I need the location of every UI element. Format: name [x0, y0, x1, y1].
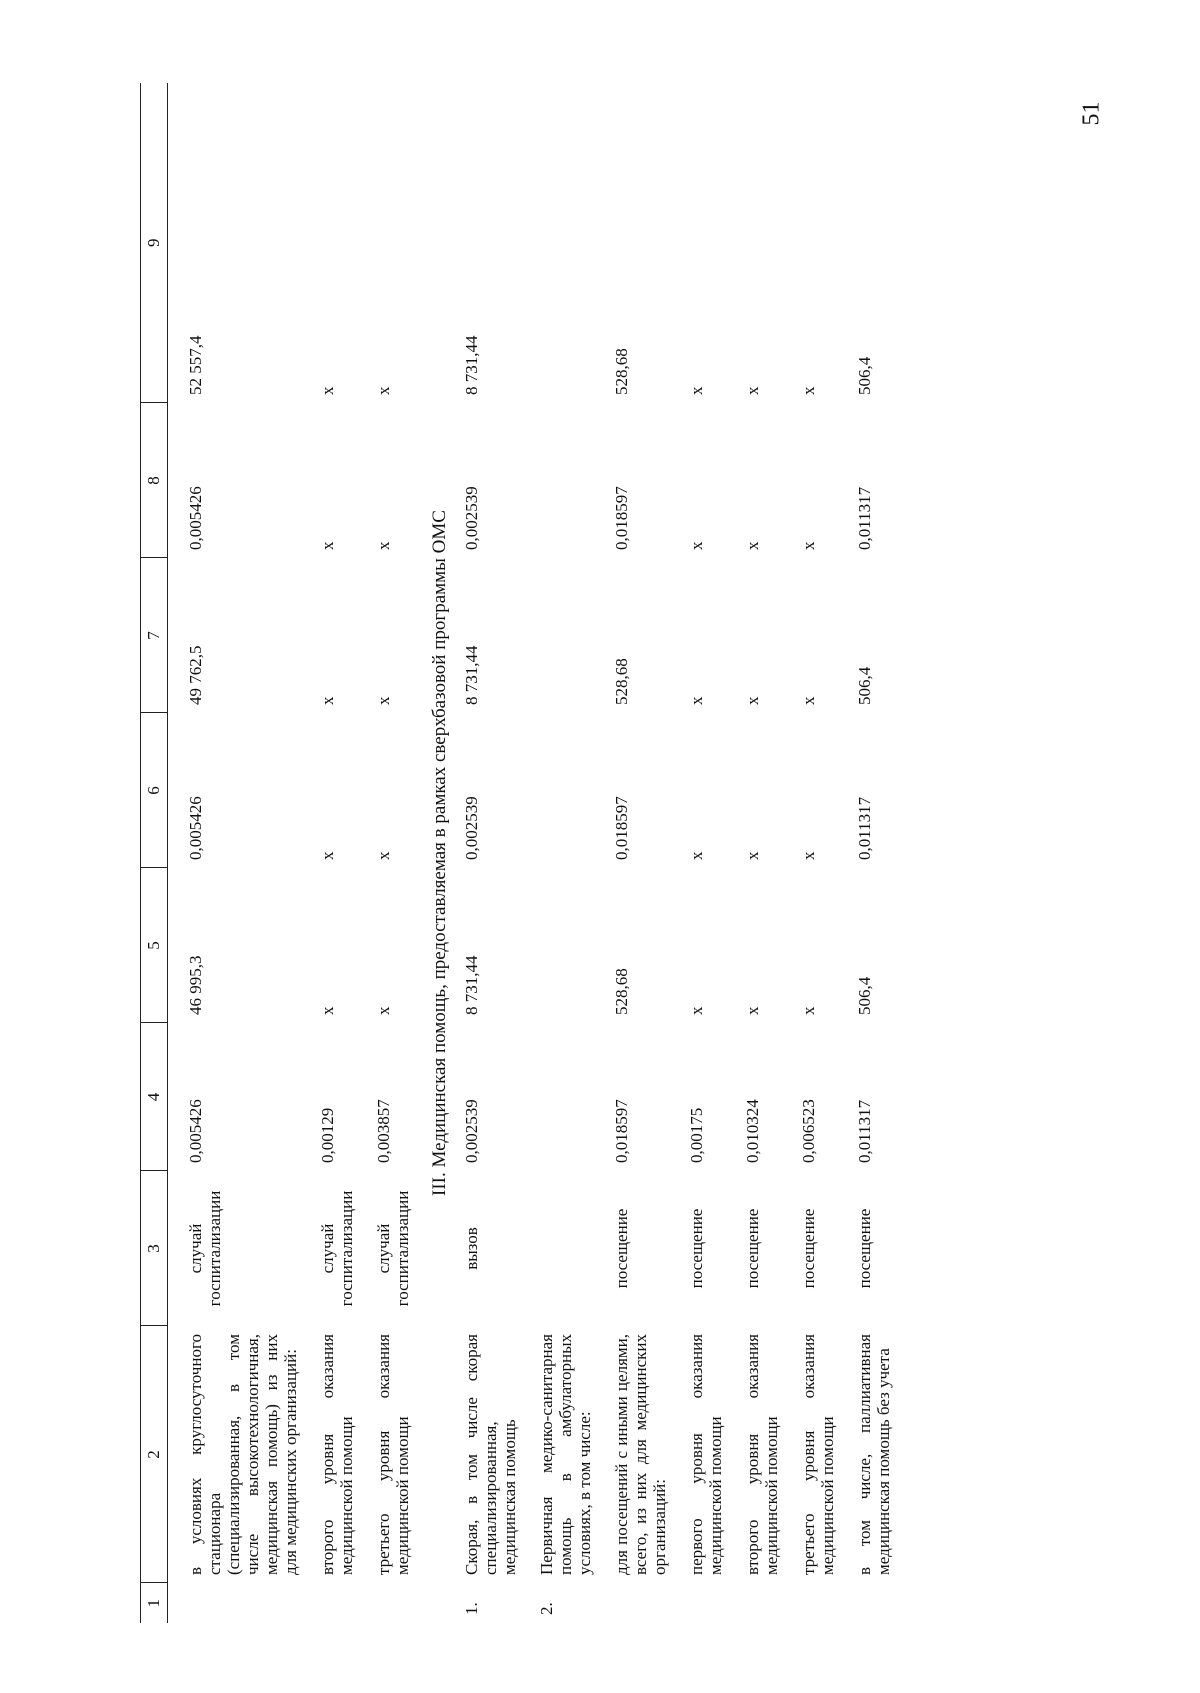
table-cell: 8 731,44 [461, 645, 481, 705]
table-cell: х [742, 1006, 762, 1015]
row-description: Первичная медико-санитарная помощь в амбулаторных условиях, в том числе: [536, 1334, 594, 1575]
table-cell: 0,005426 [186, 486, 205, 550]
table-cell: х [798, 851, 818, 860]
column-number: 7 [141, 558, 168, 713]
table-cell: 0,002539 [461, 796, 481, 860]
table-row [369, 83, 425, 1623]
table-cell: х [686, 851, 706, 860]
table-cell: х [742, 851, 762, 860]
unit-of-measure: случай госпитализации [318, 1190, 357, 1307]
table-cell: 46 995,3 [186, 955, 205, 1015]
table-cell: 0,003857 [374, 1099, 394, 1163]
row-description: в том числе, паллиативная медицинская помощь без учета [855, 1334, 894, 1575]
column-number: 4 [141, 1023, 168, 1171]
table-cell: 49 762,5 [186, 645, 205, 705]
table-cell: 8 731,44 [461, 335, 481, 395]
table-cell: х [742, 386, 762, 395]
column-number: 9 [141, 83, 168, 403]
table-cell: х [742, 696, 762, 705]
unit-of-measure: посещение [742, 1208, 762, 1289]
row-description: второго уровня оказания медицинской помощи [742, 1334, 781, 1575]
column-number: 5 [141, 868, 168, 1023]
table-cell [532, 713, 607, 868]
table-cell [532, 403, 607, 558]
row-number [794, 1583, 850, 1623]
table-cell: х [374, 851, 394, 860]
financing-table [140, 83, 906, 1623]
table-row [168, 83, 314, 1623]
table-cell: 0,018597 [611, 486, 631, 550]
table-cell: 0,005426 [186, 796, 205, 860]
table-cell: х [686, 696, 706, 705]
column-number-row [141, 83, 168, 1623]
column-number: 6 [141, 713, 168, 868]
table-cell: 0,005426 [186, 1099, 205, 1163]
table-cell: х [742, 541, 762, 550]
table-cell: 528,68 [611, 348, 631, 395]
table-cell: х [374, 541, 394, 550]
row-number [369, 1583, 425, 1623]
row-description: второго уровня оказания медицинской помощи [318, 1334, 357, 1575]
table-cell: 0,018597 [611, 796, 631, 860]
table-cell: 0,010324 [742, 1099, 762, 1163]
table-cell: 0,002539 [461, 486, 481, 550]
table-cell: х [374, 1006, 394, 1015]
table-cell: х [798, 1006, 818, 1015]
table-cell: х [318, 1006, 338, 1015]
column-number: 2 [141, 1326, 168, 1583]
table-cell: 506,4 [855, 666, 875, 705]
unit-of-measure: посещение [611, 1208, 631, 1289]
table-cell [532, 868, 607, 1023]
table-cell: х [686, 1006, 706, 1015]
table-cell: 528,68 [611, 658, 631, 705]
row-number: 1. [461, 1602, 481, 1615]
table-cell: х [686, 541, 706, 550]
table-row [738, 83, 794, 1623]
row-number [313, 1583, 369, 1623]
table-cell: 0,011317 [855, 796, 875, 860]
row-description: в условиях круглосуточного стационара (специализированная, в том числе высокотехнологичная, медицинская помощь) из них для медицинских организаций: [186, 1334, 301, 1575]
column-number: 1 [141, 1583, 168, 1623]
table-cell: 0,011317 [855, 1099, 875, 1163]
column-number: 3 [141, 1171, 168, 1326]
unit-of-measure: вызов [461, 1227, 481, 1270]
row-description: третьего уровня оказания медицинской помощи [798, 1334, 838, 1575]
table-cell: х [318, 541, 338, 550]
unit-of-measure: посещение [686, 1208, 706, 1289]
table-cell: х [374, 696, 394, 705]
table-cell: 52 557,4 [186, 335, 205, 395]
row-number [738, 1583, 794, 1623]
row-description: третьего уровня оказания медицинской помощи [374, 1334, 413, 1575]
row-description: Скорая, в том числе скорая специализированная, медицинская помощь [461, 1334, 519, 1575]
table-cell: 0,00175 [686, 1107, 706, 1163]
table-cell: 0,00129 [318, 1107, 338, 1163]
table-row [794, 83, 850, 1623]
section-title: III. Медицинская помощь, предоставляемая в рамках сверхбазовой программы ОМС [429, 510, 451, 1196]
section-row [425, 83, 456, 1623]
table-cell [532, 558, 607, 713]
table-row [607, 83, 682, 1623]
table-cell: х [374, 386, 394, 395]
table-cell: х [798, 541, 818, 550]
unit-of-measure: случай госпитализации [374, 1190, 413, 1307]
table-cell: х [318, 696, 338, 705]
table-cell: 8 731,44 [461, 955, 481, 1015]
row-number [850, 1583, 906, 1623]
table-cell: 0,002539 [461, 1099, 481, 1163]
table-cell: 506,4 [855, 976, 875, 1015]
table-cell [532, 1023, 607, 1171]
row-number [607, 1583, 682, 1623]
table-cell: 0,018597 [611, 1099, 631, 1163]
table-cell [532, 83, 607, 403]
page-number: 51 [1078, 101, 1105, 126]
table-cell: 0,006523 [798, 1099, 818, 1163]
unit-of-measure [532, 1171, 607, 1326]
row-number: 2. [536, 1602, 556, 1615]
table-cell: х [318, 851, 338, 860]
row-description: для посещений с иными целями, всего, из них для медицинских организаций: [611, 1334, 669, 1575]
table-row [313, 83, 369, 1623]
table-cell: 0,011317 [855, 486, 875, 550]
row-description: первого уровня оказания медицинской помощи [686, 1334, 725, 1575]
table-row [850, 83, 906, 1623]
table-row [457, 83, 532, 1623]
unit-of-measure: посещение [855, 1208, 875, 1289]
table-row [532, 83, 607, 1623]
table-cell: х [798, 696, 818, 705]
table-cell: 528,68 [611, 968, 631, 1015]
table-cell: х [318, 386, 338, 395]
unit-of-measure: случай госпитализации [186, 1190, 225, 1307]
table-cell: х [686, 386, 706, 395]
column-number: 8 [141, 403, 168, 558]
unit-of-measure: посещение [798, 1208, 818, 1289]
row-number [168, 1583, 314, 1623]
table-row [682, 83, 738, 1623]
table-cell: 506,4 [855, 356, 875, 395]
row-number [682, 1583, 738, 1623]
table-cell: х [798, 386, 818, 395]
rotated-page-content [140, 83, 1160, 1623]
